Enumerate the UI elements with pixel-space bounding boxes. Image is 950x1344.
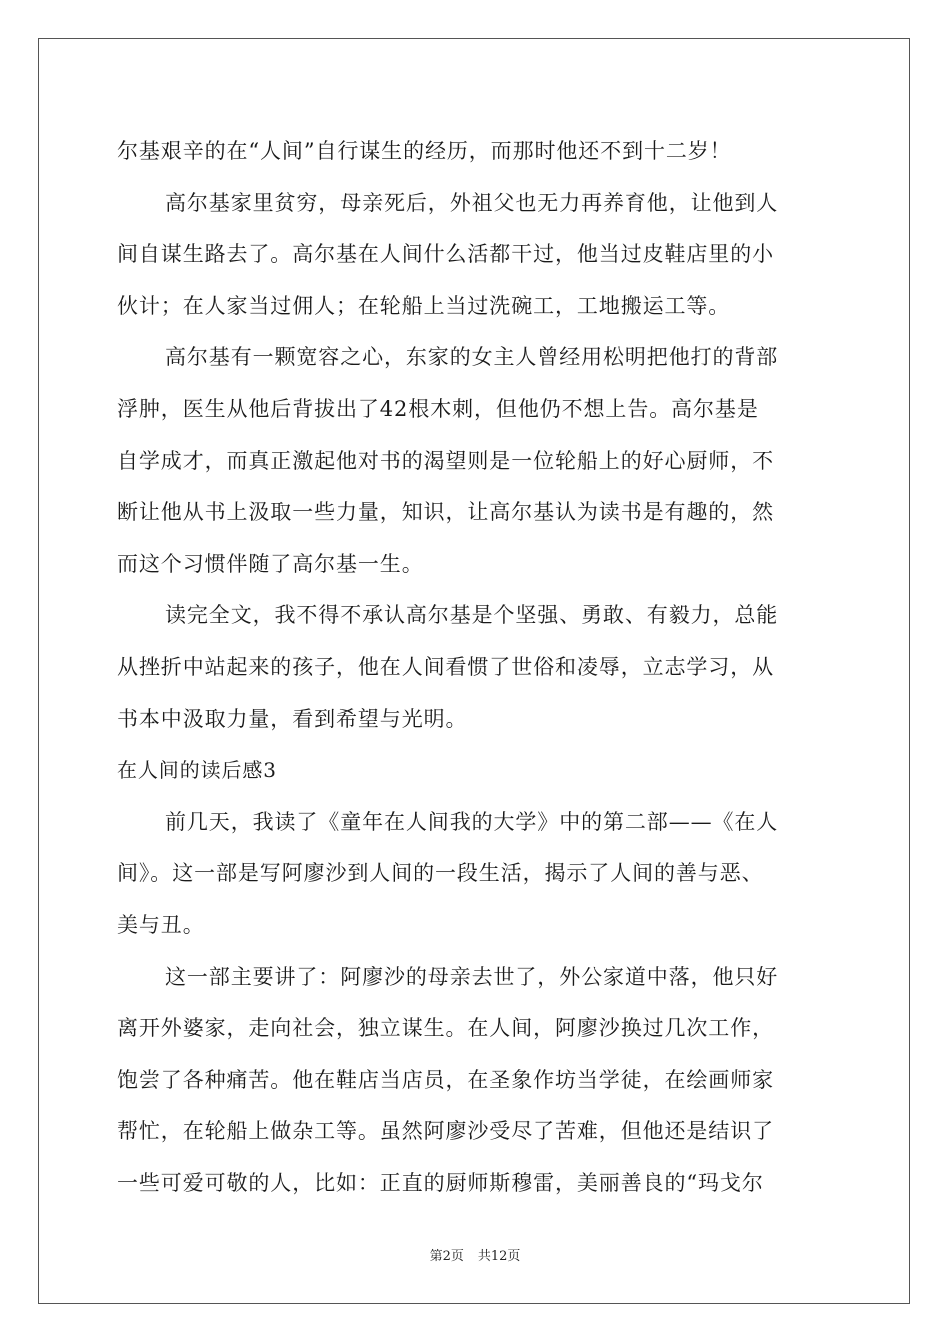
page-number: 第2页 bbox=[429, 1249, 464, 1264]
paragraph-start-line: 高尔基有一颗宽容之心，东家的女主人曾经用松明把他打的背部 bbox=[165, 345, 779, 370]
document-body bbox=[117, 126, 835, 1209]
text-line: 而这个习惯伴随了高尔基一生。 bbox=[117, 551, 424, 576]
paragraph-start-line: 这一部主要讲了：阿廖沙的母亲去世了，外公家道中落，他只好 bbox=[165, 964, 779, 989]
paragraph-start-line: 前几天，我读了《童年在人间我的大学》中的第二部——《在人 bbox=[165, 809, 779, 834]
text-line: 浮肿，医生从他后背拔出了42根木刺，但他仍不想上告。高尔基是 bbox=[117, 396, 759, 421]
paragraph-start-line: 高尔基家里贫穷，母亲死后，外祖父也无力再养育他，让他到人 bbox=[165, 190, 779, 215]
text-line: 间自谋生路去了。高尔基在人间什么活都干过，他当过皮鞋店里的小 bbox=[117, 242, 774, 267]
text-line: 美与丑。 bbox=[117, 912, 205, 937]
text-line: 从挫折中站起来的孩子，他在人间看惯了世俗和凌辱，立志学习，从 bbox=[117, 654, 774, 679]
page-footer bbox=[0, 1245, 950, 1264]
paragraph-start-line: 读完全文，我不得不承认高尔基是个坚强、勇敢、有毅力，总能 bbox=[165, 603, 779, 628]
text-line: 书本中汲取力量，看到希望与光明。 bbox=[117, 706, 468, 731]
text-line: 间》。这一部是写阿廖沙到人间的一段生活，揭示了人间的善与恶、 bbox=[117, 861, 764, 886]
text-line: 伙计；在人家当过佣人；在轮船上当过洗碗工，工地搬运工等。 bbox=[117, 293, 731, 318]
text-line: 饱尝了各种痛苦。他在鞋店当店员，在圣象作坊当学徒，在绘画师家 bbox=[117, 1067, 774, 1092]
text-line: 帮忙，在轮船上做杂工等。虽然阿廖沙受尽了苦难，但他还是结识了 bbox=[117, 1119, 774, 1144]
text-line: 离开外婆家，走向社会，独立谋生。在人间，阿廖沙换过几次工作， bbox=[117, 1016, 774, 1041]
text-line: 自学成才，而真正激起他对书的渴望则是一位轮船上的好心厨师，不 bbox=[117, 448, 774, 473]
text-line: 一些可爱可敬的人，比如：正直的厨师斯穆雷，美丽善良的“玛戈尔 bbox=[117, 1170, 764, 1195]
page-total: 共12页 bbox=[477, 1249, 521, 1264]
section-heading: 在人间的读后感3 bbox=[117, 758, 277, 783]
text-line: 断让他从书上汲取一些力量，知识，让高尔基认为读书是有趣的，然 bbox=[117, 500, 774, 525]
text-line: 尔基艰辛的在“人间”自行谋生的经历，而那时他还不到十二岁！ bbox=[117, 139, 732, 163]
